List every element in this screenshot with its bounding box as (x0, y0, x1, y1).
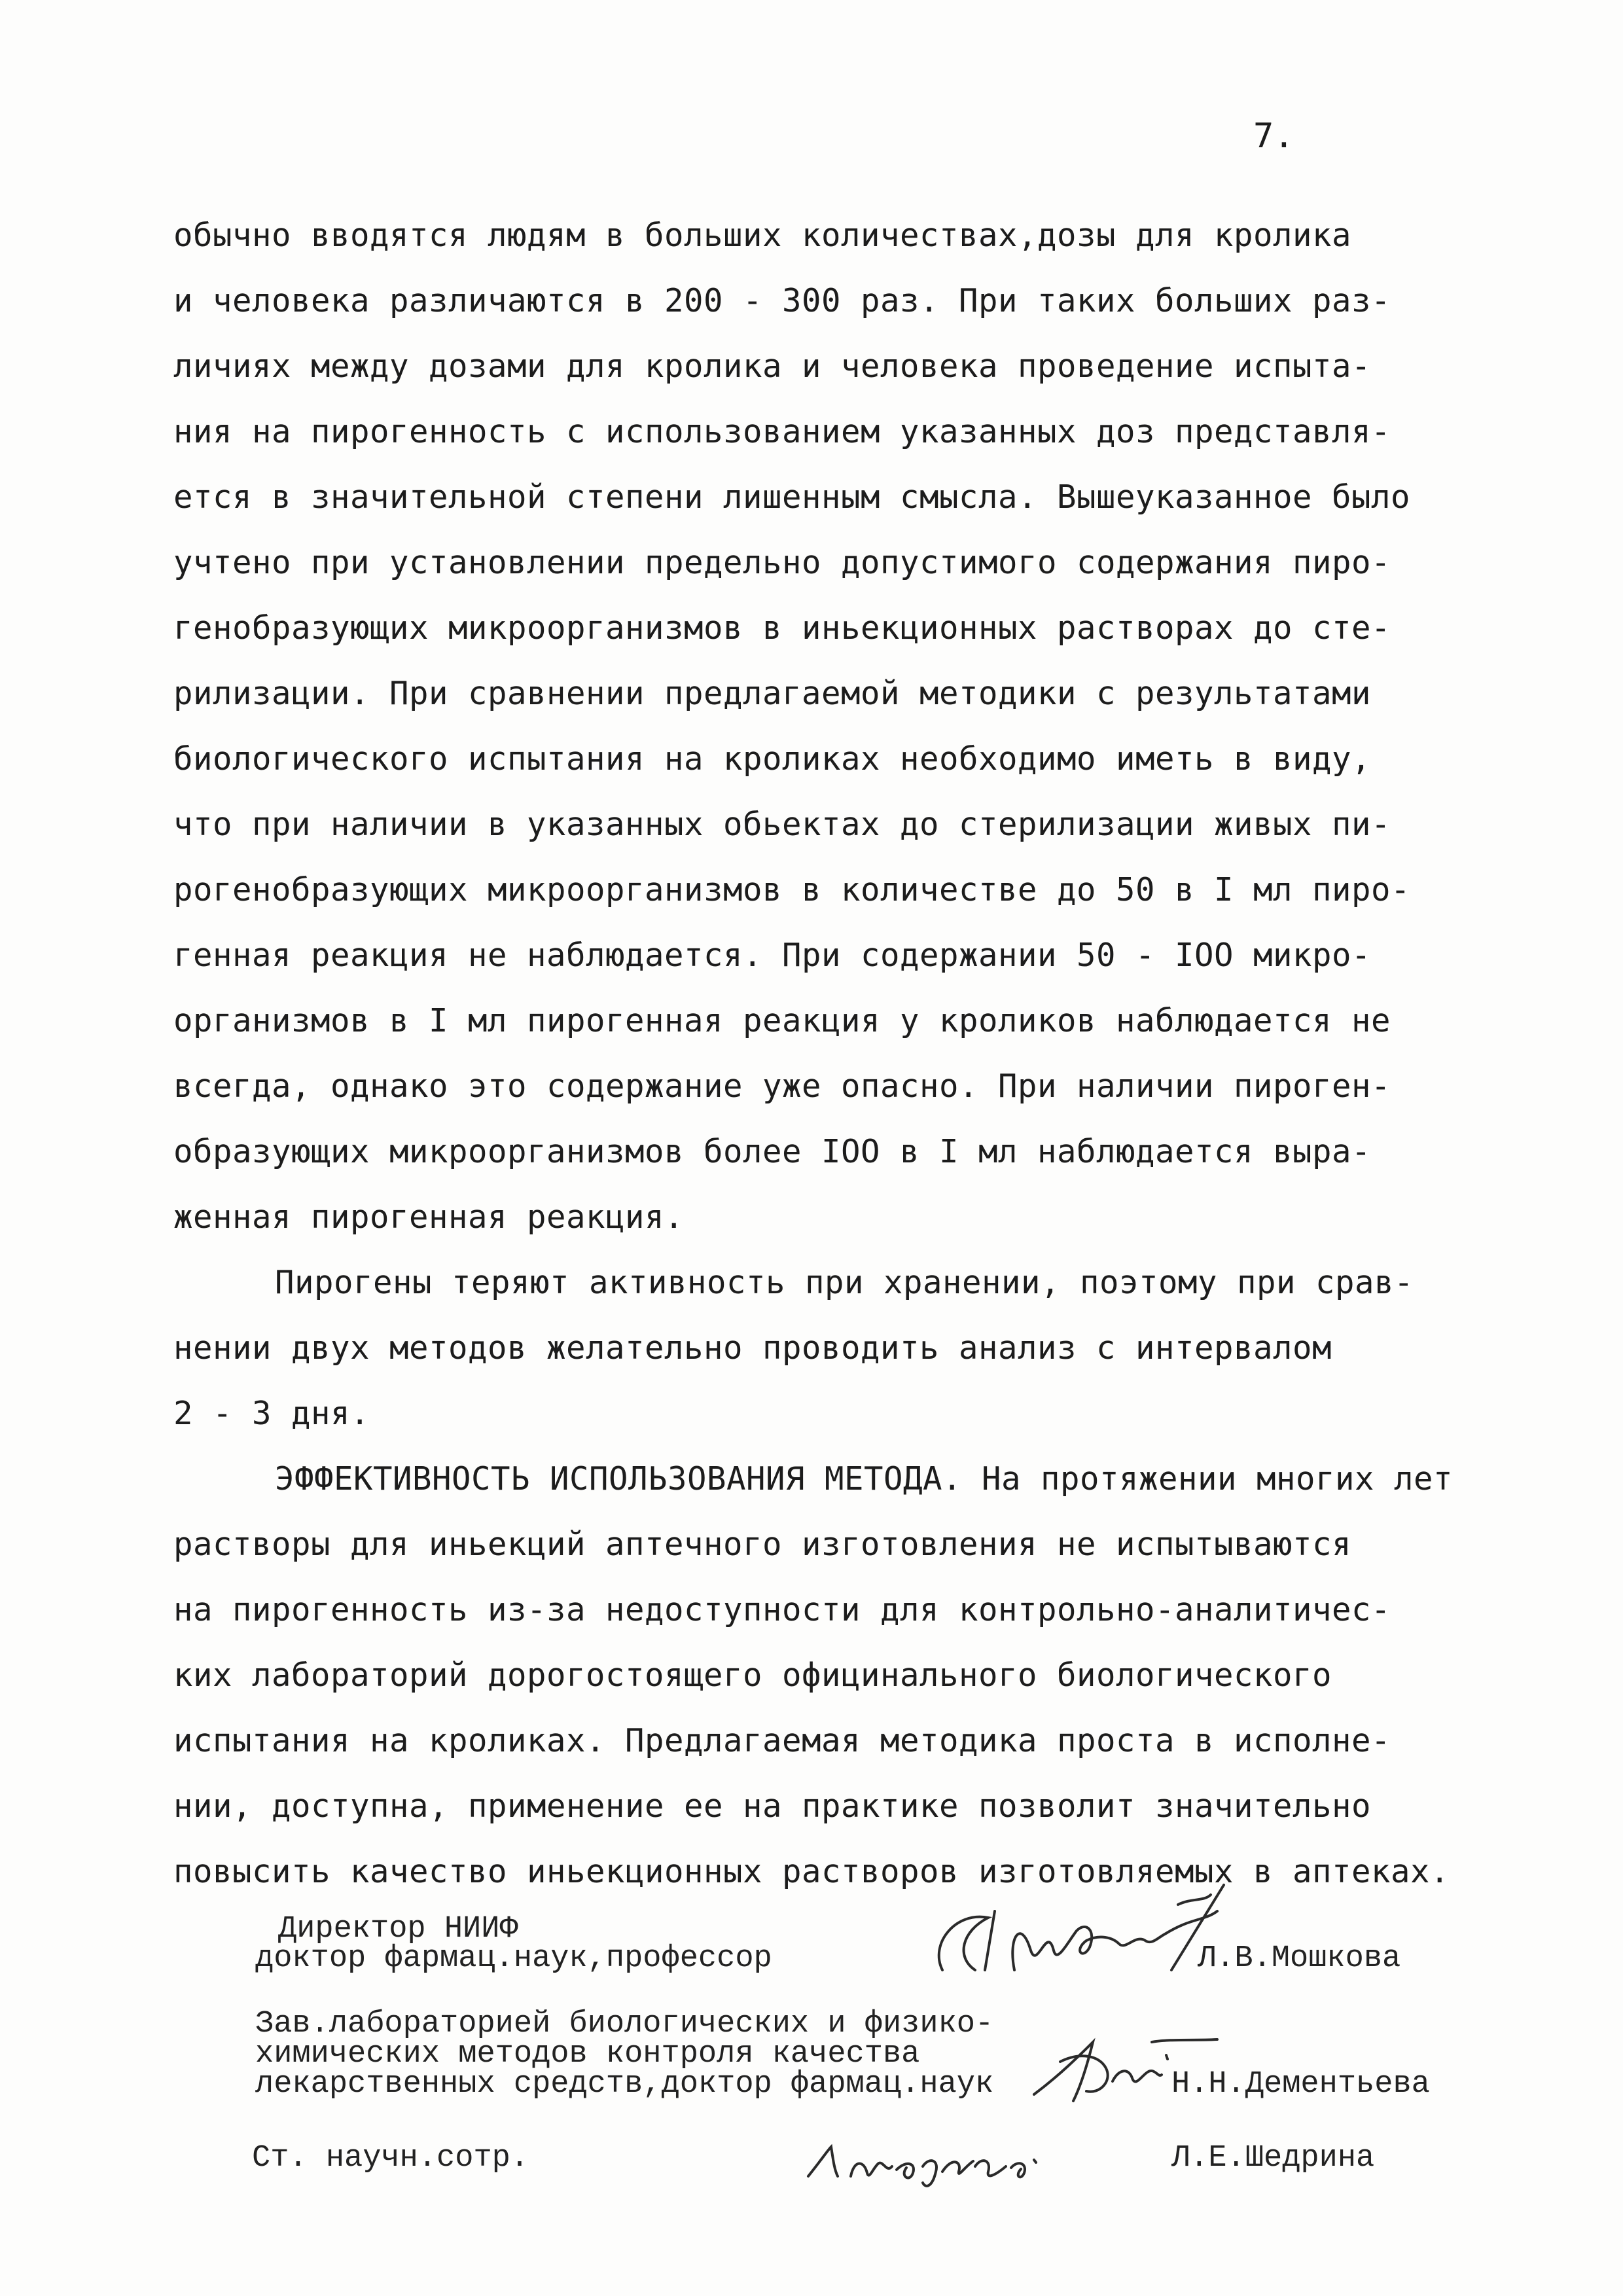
text-line: нии, доступна, применение ее на практике позволит значительно (173, 1787, 1372, 1825)
paragraph (173, 203, 1508, 1250)
head-lab-signature (1021, 2016, 1230, 2114)
text-line: ния на пирогенность с использованием указанных доз представля- (173, 413, 1391, 450)
director-title-line2: доктор фармац.наук,профессор (255, 1941, 772, 1976)
text-line: рилизации. При сравнении предлагаемой методики с результатами (173, 675, 1372, 712)
page-number: 7. (1253, 117, 1294, 156)
text-line: ется в значительной степени лишенным смысла. Вышеуказанное было (173, 478, 1411, 516)
text-line: на пирогенность из-за недоступности для контрольно-аналитичес- (173, 1591, 1391, 1628)
text-line: образующих микроорганизмов более IOO в I мл наблюдается выра- (173, 1133, 1372, 1170)
researcher-name: Л.Е.Шедрина (1171, 2141, 1375, 2176)
paragraph (173, 1446, 1508, 1905)
director-title-line1: Директор НИИФ (278, 1912, 518, 1946)
director-name: Л.В.Мошкова (1198, 1941, 1401, 1976)
text-line: нении двух методов желательно проводить анализ с интервалом (173, 1329, 1332, 1367)
head-lab-title-line2: химических методов контроля качества (255, 2037, 920, 2072)
text-line: что при наличии в указанных обьектах до стерилизации живых пи- (173, 806, 1391, 843)
text-line: повысить качество иньекционных растворов изготовляемых в аптеках. (173, 1853, 1450, 1890)
text-line: личиях между дозами для кролика и человека проведение испыта- (173, 348, 1372, 385)
paragraph (173, 1250, 1508, 1446)
text-line: испытания на кроликах. Предлагаемая методика проста в исполне- (173, 1722, 1391, 1759)
text-line: биологического испытания на кроликах необходимо иметь в виду, (173, 740, 1372, 778)
text-line: растворы для иньекций аптечного изготовления не испытываются (173, 1526, 1352, 1563)
head-lab-title-line3: лекарственных средств,доктор фармац.наук (255, 2067, 994, 2102)
text-line: организмов в I мл пирогенная реакция у кроликов наблюдается не (173, 1002, 1391, 1039)
researcher-title: Ст. научн.сотр. (252, 2141, 529, 2176)
text-line: ких лабораторий дорогостоящего официнального биологического (173, 1657, 1332, 1694)
body-text (173, 203, 1508, 1905)
text-line: генная реакция не наблюдается. При содержании 50 - IOO микро- (173, 937, 1372, 974)
text-line: женная пирогенная реакция. (173, 1198, 685, 1236)
text-line: обычно вводятся людям в больших количествах,дозы для кролика (173, 217, 1352, 254)
text-line: ЭФФЕКТИВНОСТЬ ИСПОЛЬЗОВАНИЯ МЕТОДА. На протяжении многих лет (275, 1460, 1454, 1498)
researcher-signature (802, 2121, 1044, 2193)
text-line: учтено при установлении предельно допустимого содержания пиро- (173, 544, 1391, 581)
text-line: 2 - 3 дня. (173, 1395, 370, 1432)
head-lab-title-line1: Зав.лабораторией биологических и физико- (255, 2007, 994, 2041)
text-line: всегда, однако это содержание уже опасно. При наличии пироген- (173, 1067, 1391, 1105)
text-line: и человека различаются в 200 - 300 раз. При таких больших раз- (173, 282, 1391, 319)
text-line: генобразующих микроорганизмов в иньекционных растворах до сте- (173, 609, 1391, 647)
head-lab-name: Н.Н.Дементьева (1171, 2067, 1430, 2102)
text-line: рогенобразующих микроорганизмов в количестве до 50 в I мл пиро- (173, 871, 1411, 908)
text-line: Пирогены теряют активность при хранении, поэтому при срав- (275, 1264, 1414, 1301)
